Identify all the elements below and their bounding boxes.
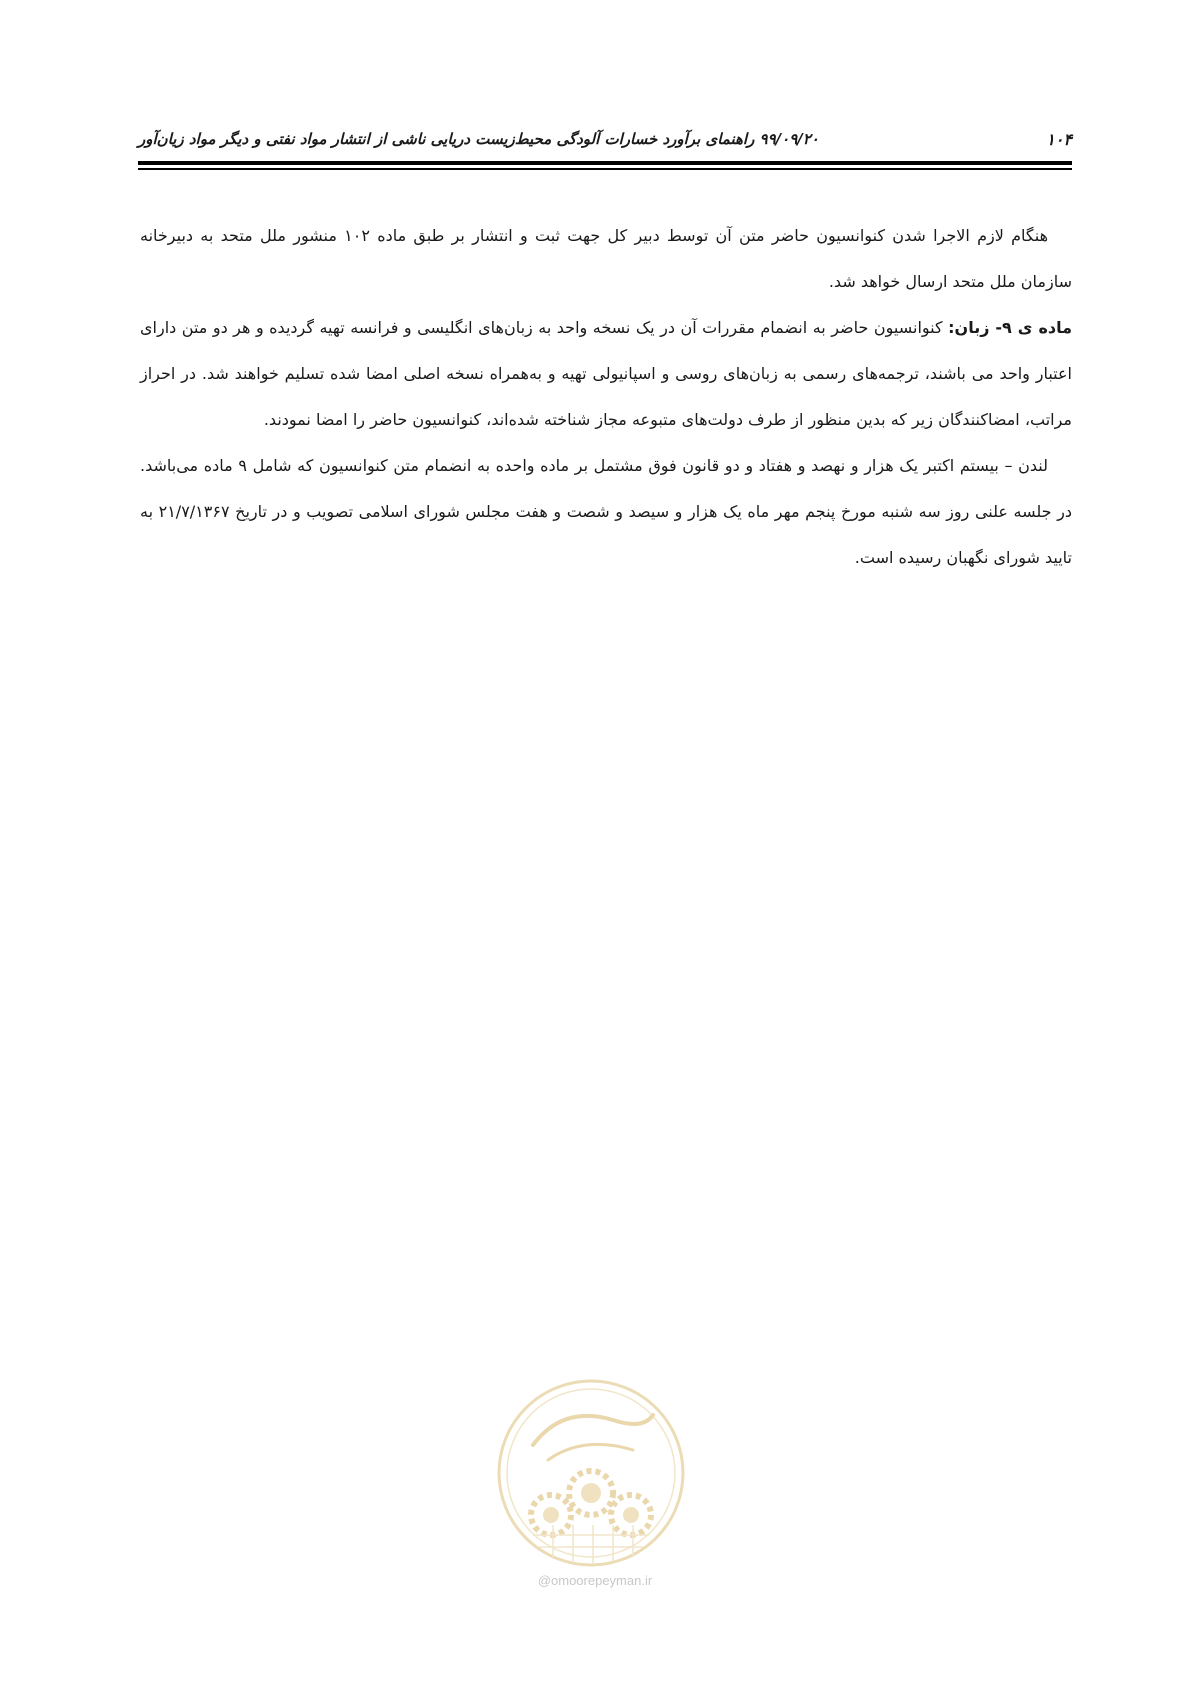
paragraph-1: هنگام لازم الاجرا شدن کنوانسیون حاضر متن آن توسط دبیر کل جهت ثبت و انتشار بر طبق ماده ۱۰۲ منشور ملل متحد به دبیرخانه سازمان ملل متحد ارسال خواهد شد. xyxy=(140,226,1072,291)
running-title: ۹۹/۰۹/۲۰ راهنمای برآورد خسارات آلودگی محیط‌زیست دریایی ناشی از انتشار مواد نفتی و دیگر مواد زیان‌آور xyxy=(138,130,819,148)
page-number: ۱۰۴ xyxy=(1046,130,1072,149)
page-header xyxy=(138,130,1072,156)
watermark-logo xyxy=(493,1375,689,1571)
article-9-label: ماده ی ۹- زبان: xyxy=(948,318,1073,337)
article-9-text: کنوانسیون حاضر به انضمام مقررات آن در یک نسخه واحد به زبان‌های انگلیسی و فرانسه تهیه گردیده و هر دو متن دارای اعتبار واحد می باشند، ترجمه‌های رسمی به زبان‌های روسی و اسپانیولی تهیه و به‌همراه نسخه اصلی امضا شده تسلیم خواهند شد. در احراز مراتب، امضاکنندگان زیر که بدین منظور از طرف دولت‌های متبوعه مجاز شناخته شده‌اند، کنوانسیون حاضر را امضا نمودند. xyxy=(140,318,1072,429)
article-9-paragraph xyxy=(140,305,1072,443)
header-rule-thick xyxy=(138,161,1072,165)
paragraph-3: لندن – بیستم اکتبر یک هزار و نهصد و هفتاد و دو قانون فوق مشتمل بر ماده واحده به انضمام متن کنوانسیون که شامل ۹ ماده می‌باشد. در جلسه علنی روز سه شنبه مورخ پنجم مهر ماه یک هزار و سیصد و شصت و هفت مجلس شورای اسلامی تصویب و در تاریخ ۲۱/۷/۱۳۶۷ به تایید شورای نگهبان رسیده است. xyxy=(140,456,1072,567)
watermark-url: @omoorepeyman.ir xyxy=(537,1573,653,1588)
body-text xyxy=(140,213,1072,581)
header-rule-thin xyxy=(138,168,1072,170)
